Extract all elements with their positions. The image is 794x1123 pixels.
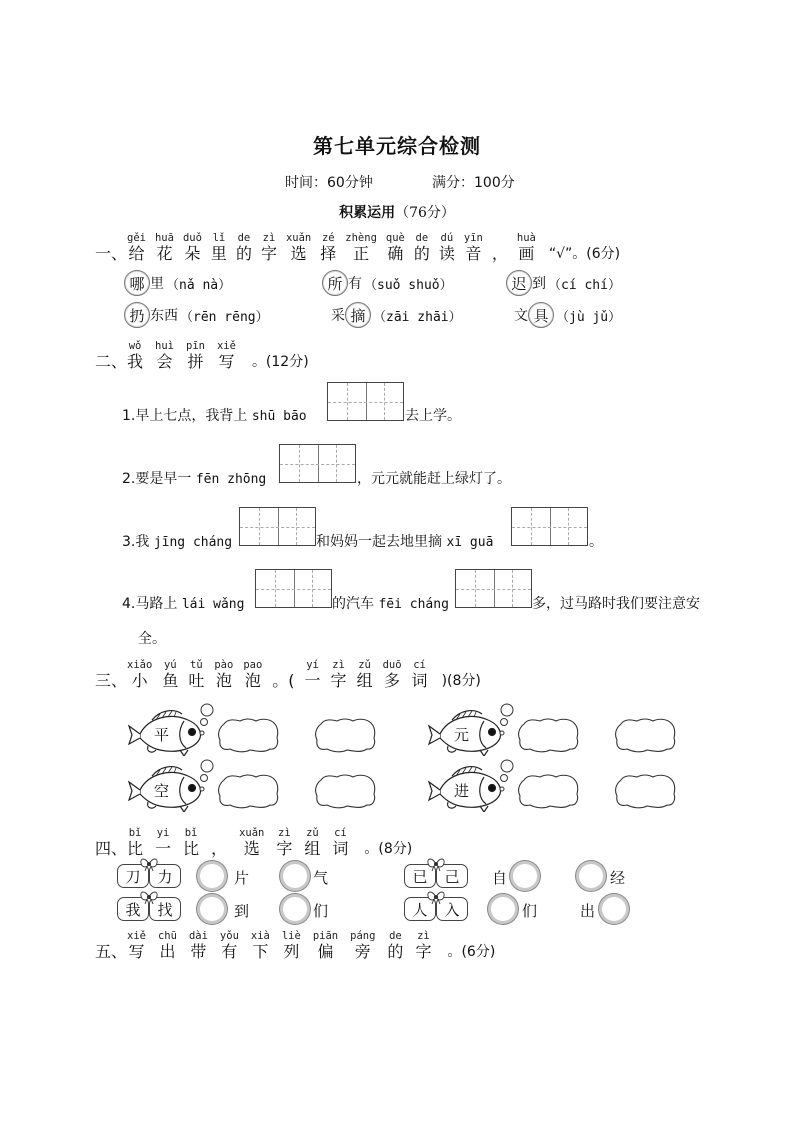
pair-char: 已	[404, 864, 436, 888]
ruby-char	[331, 659, 347, 691]
bow-icon	[426, 856, 446, 876]
hanzi: 字	[276, 839, 293, 858]
page-title: 第七单元综合检测	[313, 134, 481, 158]
pinyin: pào	[214, 659, 234, 671]
pinyin: yi	[156, 827, 170, 839]
ruby-char	[220, 930, 239, 962]
full-score: 满分：100分	[432, 175, 515, 191]
q4-number: 四、	[95, 839, 128, 858]
pinyin: de	[237, 232, 251, 244]
pair-char: 找	[149, 897, 181, 921]
hanzi: 选	[243, 839, 260, 858]
hanzi: 一	[155, 839, 172, 858]
q1-ruby-text	[127, 232, 545, 264]
hanzi: 泡	[244, 671, 261, 690]
ruby-char	[492, 244, 508, 264]
sentence-text: 的汽车	[332, 596, 379, 612]
pinyin-prompt: fēn zhōng	[195, 472, 267, 487]
hanzi: ，	[491, 244, 508, 263]
answer-cloud-8[interactable]	[613, 772, 677, 814]
pinyin: yǒu	[219, 930, 239, 942]
pinyin: tǔ	[190, 659, 203, 671]
pinyin: xuǎn	[285, 232, 312, 244]
hanzi: 出	[159, 942, 176, 961]
hanzi: 我	[127, 352, 144, 371]
pinyin: huà	[516, 232, 536, 244]
sentence-text: 2.要是早一	[122, 471, 196, 487]
ruby-char	[305, 659, 321, 691]
pinyin: zì	[262, 232, 276, 244]
hanzi: 字	[415, 942, 432, 961]
bubble-icon	[498, 758, 514, 777]
writing-grid-3a[interactable]	[239, 507, 316, 546]
character-pair	[117, 864, 181, 888]
answer-bubble-3[interactable]	[197, 894, 227, 924]
pinyin: huì	[155, 340, 174, 352]
q2-sentence-4-end: 多，过马路时我们要注意安	[532, 596, 700, 612]
pinyin-prompt: xī guā	[446, 535, 494, 550]
hanzi: 组	[356, 671, 373, 690]
pinyin-choices[interactable]: （jù jǔ）	[556, 309, 622, 325]
q2-ruby-text	[127, 340, 248, 372]
fish-character: 进	[454, 782, 470, 800]
pinyin: zì	[417, 930, 430, 942]
q2-points: 。(12分)	[251, 354, 309, 370]
ruby-char	[386, 232, 405, 264]
answer-bubble-8[interactable]	[599, 894, 629, 924]
q3-ruby-text	[127, 659, 438, 691]
section-heading-label: 积累运用	[339, 205, 396, 221]
pinyin-prompt: fēi cháng	[378, 597, 449, 612]
ruby-char	[183, 232, 202, 264]
ruby-char	[251, 930, 270, 962]
answer-bubble-2[interactable]	[280, 861, 310, 891]
ruby-char	[158, 930, 177, 962]
q5-ruby-text	[127, 930, 443, 962]
fish-icon	[126, 764, 208, 816]
hanzi: 鱼	[162, 671, 179, 690]
pinyin: gěi	[127, 232, 146, 244]
fish-character: 平	[154, 726, 170, 744]
pinyin: què	[385, 232, 405, 244]
bubble-icon	[198, 702, 214, 721]
hanzi: 拼	[187, 352, 204, 371]
hanzi: 有	[221, 942, 238, 961]
grid-guide	[240, 527, 315, 528]
ruby-char	[357, 659, 373, 691]
q1-heading	[95, 232, 620, 264]
hanzi: 里	[210, 244, 227, 263]
ruby-char	[217, 340, 236, 372]
pinyin: bǐ	[184, 827, 198, 839]
grid-guide	[512, 527, 587, 528]
pinyin-choices[interactable]: （rēn rēng）	[180, 309, 269, 325]
hanzi: 写	[128, 942, 145, 961]
ruby-char	[211, 839, 227, 859]
flower-char-icon: 所	[322, 270, 348, 296]
answer-bubble-7[interactable]	[488, 894, 518, 924]
ruby-char	[320, 232, 336, 264]
q2-sentence-1	[122, 405, 307, 425]
ruby-char	[189, 930, 208, 962]
pinyin-prompt: jīng cháng	[153, 535, 233, 550]
hanzi: 朵	[184, 244, 201, 263]
flower-char-icon: 具	[528, 302, 554, 328]
hanzi: 读	[438, 244, 455, 263]
pair-char: 我	[117, 897, 149, 921]
pinyin: piān	[312, 930, 339, 942]
pinyin: huā	[154, 232, 174, 244]
word-hint: 们	[313, 902, 329, 920]
flower-char-icon: 扔	[124, 302, 150, 328]
writing-grid-3b[interactable]	[511, 507, 588, 546]
hanzi: 的	[235, 244, 252, 263]
pinyin: bǐ	[128, 827, 142, 839]
grid-guide	[256, 589, 331, 590]
answer-cloud-7[interactable]	[516, 772, 580, 814]
ruby-char	[412, 659, 428, 691]
pair-char: 刀	[117, 864, 149, 888]
flower-char-icon: 摘	[345, 302, 371, 328]
answer-cloud-2[interactable]	[313, 716, 377, 758]
ruby-char	[155, 340, 174, 372]
hanzi: 的	[413, 244, 430, 263]
grid-guide	[328, 402, 403, 403]
ruby-char	[239, 827, 264, 859]
hanzi: 写	[218, 352, 235, 371]
answer-bubble-6[interactable]	[576, 861, 606, 891]
pinyin: zǔ	[306, 827, 319, 839]
ruby-char	[211, 232, 227, 264]
hanzi: 列	[283, 942, 300, 961]
pinyin: wǒ	[128, 340, 142, 352]
pair-char: 人	[404, 897, 436, 921]
q4-heading	[95, 827, 412, 859]
ruby-char	[214, 659, 233, 691]
pinyin-choices[interactable]: （cí chí）	[548, 277, 621, 293]
word-hint: 到	[234, 902, 250, 920]
pinyin: duǒ	[182, 232, 202, 244]
sentence-text: 1.早上七点，我背上	[122, 408, 252, 424]
character-pair	[404, 864, 468, 888]
q2-sentence-3-end: 。	[589, 534, 603, 550]
q2-heading	[95, 340, 309, 372]
pinyin: xiǎo	[127, 659, 153, 671]
hanzi: 旁	[354, 942, 371, 961]
hanzi: 词	[332, 839, 349, 858]
word-hint: 片	[234, 869, 250, 887]
section-heading-points: （76分）	[395, 205, 455, 221]
ruby-char	[517, 232, 536, 264]
pinyin: dú	[440, 232, 454, 244]
grid-guide	[280, 464, 355, 465]
pinyin-choices[interactable]: （suǒ shuǒ）	[364, 277, 453, 293]
bow-icon	[139, 889, 159, 909]
pinyin: chū	[157, 930, 177, 942]
writing-grid-1[interactable]	[327, 382, 404, 421]
q2-sentence-2-end: ，元元就能赶上绿灯了。	[357, 471, 511, 487]
option-suffix: 有	[348, 276, 362, 292]
ruby-char	[350, 930, 375, 962]
pair-char: 己	[436, 864, 468, 888]
hanzi: 字	[330, 671, 347, 690]
pinyin: cí	[334, 827, 347, 839]
option-prefix: 文	[514, 308, 528, 324]
pronunciation-option	[322, 270, 453, 296]
q3-heading	[95, 659, 481, 691]
ruby-char	[243, 659, 262, 691]
ruby-char	[332, 827, 348, 859]
hanzi: 下	[252, 942, 269, 961]
pinyin: liè	[281, 930, 301, 942]
ruby-char	[261, 232, 277, 264]
bow-icon	[426, 889, 446, 909]
pinyin: cí	[413, 659, 426, 671]
answer-bubble-1[interactable]	[197, 861, 227, 891]
writing-grid-4a[interactable]	[255, 569, 332, 608]
pinyin: zì	[332, 659, 345, 671]
pinyin-choices[interactable]: （zāi zhāi）	[373, 309, 462, 325]
q2-sentence-4-wrap: 全。	[138, 631, 166, 647]
flower-char-icon: 迟	[506, 270, 532, 296]
hanzi: 一	[304, 671, 321, 690]
fish-icon	[426, 708, 508, 760]
hanzi: ，	[211, 839, 228, 858]
pinyin: pao	[243, 659, 263, 671]
q1-points: “√”。(6分)	[548, 246, 621, 262]
bubble-icon	[498, 702, 514, 721]
pronunciation-option	[506, 270, 621, 296]
ruby-char	[345, 232, 377, 264]
q2-sentence-1-end: 去上学。	[405, 408, 461, 424]
pinyin-prompt: lái wǎng	[181, 597, 245, 612]
ruby-char	[155, 827, 171, 859]
q5-heading	[95, 930, 495, 962]
hanzi: 音	[465, 244, 482, 263]
pinyin: zé	[321, 232, 335, 244]
hanzi: 。(	[272, 671, 295, 690]
q3-number: 三、	[95, 671, 128, 690]
bow-icon	[139, 856, 159, 876]
ruby-char	[188, 659, 204, 691]
ruby-char	[439, 232, 455, 264]
hanzi: 组	[304, 839, 321, 858]
option-suffix: 到	[532, 276, 546, 292]
sentence-text: 4.马路上	[122, 596, 182, 612]
pronunciation-option	[124, 302, 269, 328]
hanzi: 词	[411, 671, 428, 690]
pronunciation-option	[514, 302, 621, 328]
pinyin: yú	[163, 659, 177, 671]
q5-points: 。(6分)	[447, 944, 496, 960]
pinyin: lǐ	[212, 232, 226, 244]
q2-sentence-2	[122, 468, 266, 488]
answer-cloud-5[interactable]	[216, 772, 280, 814]
ruby-char	[127, 340, 143, 372]
ruby-char	[162, 659, 178, 691]
pronunciation-option	[124, 270, 231, 296]
hanzi: 的	[387, 942, 404, 961]
answer-cloud-6[interactable]	[313, 772, 377, 814]
word-hint: 们	[522, 902, 538, 920]
hanzi: 泡	[215, 671, 232, 690]
ruby-char	[313, 930, 338, 962]
writing-grid-4b[interactable]	[455, 569, 532, 608]
ruby-char	[282, 930, 301, 962]
pinyin: de	[415, 232, 429, 244]
pinyin-choices[interactable]: （nǎ nà）	[166, 277, 232, 293]
hanzi: 字	[260, 244, 277, 263]
sentence-text: 3.我	[122, 534, 154, 550]
pronunciation-option	[331, 302, 462, 328]
time-limit: 时间：60分钟	[285, 175, 373, 191]
hanzi: 确	[387, 244, 404, 263]
pinyin-prompt: shū bāo	[251, 409, 307, 424]
ruby-char	[286, 232, 311, 264]
answer-cloud-4[interactable]	[613, 716, 677, 758]
word-hint: 出	[580, 902, 596, 920]
character-pair	[404, 897, 468, 921]
hanzi: 多	[384, 671, 401, 690]
pinyin: duō	[382, 659, 402, 671]
hanzi: 给	[128, 244, 145, 263]
grid-guide	[456, 589, 531, 590]
word-hint: 经	[610, 869, 626, 887]
option-suffix: 东西	[150, 308, 178, 324]
fish-icon	[426, 764, 508, 816]
hanzi: 偏	[317, 942, 334, 961]
answer-cloud-1[interactable]	[216, 716, 280, 758]
q2-number: 二、	[95, 352, 128, 371]
bubble-icon	[198, 758, 214, 777]
ruby-char	[155, 232, 174, 264]
word-hint: 自	[492, 869, 508, 887]
hanzi: 正	[353, 244, 370, 263]
q2-sentence-4-mid	[332, 593, 449, 613]
q1-number: 一、	[95, 244, 128, 263]
ruby-char	[127, 827, 143, 859]
answer-bubble-5[interactable]	[510, 861, 540, 891]
flower-char-icon: 哪	[124, 270, 150, 296]
hanzi: 选	[290, 244, 307, 263]
pinyin: xià	[250, 930, 270, 942]
q4-points: 。(8分)	[364, 841, 413, 857]
ruby-char	[186, 340, 205, 372]
pinyin: de	[389, 930, 402, 942]
pinyin: pīn	[186, 340, 205, 352]
fish-character: 元	[454, 726, 470, 744]
character-pair	[117, 897, 181, 921]
hanzi: 小	[131, 671, 148, 690]
ruby-char	[272, 671, 294, 691]
sentence-text: 和妈妈一起去地里摘	[316, 534, 447, 550]
q2-sentence-3-mid	[316, 531, 493, 551]
option-prefix: 采	[331, 308, 345, 324]
ruby-char	[415, 930, 431, 962]
q2-sentence-4	[122, 593, 244, 613]
pinyin: yí	[306, 659, 319, 671]
hanzi: 会	[156, 352, 173, 371]
option-suffix: 里	[150, 276, 164, 292]
q2-sentence-3	[122, 531, 232, 551]
pair-char: 入	[436, 897, 468, 921]
fish-icon	[126, 708, 208, 760]
word-hint: 气	[313, 869, 329, 887]
ruby-char	[127, 659, 152, 691]
ruby-char	[127, 930, 146, 962]
hanzi: 带	[190, 942, 207, 961]
hanzi: 择	[320, 244, 337, 263]
answer-cloud-3[interactable]	[516, 716, 580, 758]
q4-ruby-text	[127, 827, 360, 859]
hanzi: 吐	[188, 671, 205, 690]
pinyin: yīn	[463, 232, 483, 244]
fish-character: 空	[154, 782, 170, 800]
pinyin: xiě	[216, 340, 236, 352]
pinyin: xuǎn	[239, 827, 265, 839]
ruby-char	[127, 232, 146, 264]
hanzi: 比	[183, 839, 200, 858]
ruby-char	[464, 232, 483, 264]
writing-grid-2[interactable]	[279, 444, 356, 483]
pinyin: páng	[350, 930, 376, 942]
ruby-char	[387, 930, 403, 962]
hanzi: 画	[518, 244, 535, 263]
pair-char: 力	[149, 864, 181, 888]
hanzi: 比	[127, 839, 144, 858]
pinyin: xiě	[127, 930, 146, 942]
ruby-char	[414, 232, 430, 264]
section-heading	[0, 202, 794, 222]
pinyin: zhèng	[345, 232, 377, 244]
ruby-char	[276, 827, 292, 859]
q3-points: )(8分)	[441, 673, 481, 689]
ruby-char	[183, 827, 199, 859]
ruby-char	[383, 659, 402, 691]
hanzi: 花	[156, 244, 173, 263]
ruby-char	[236, 232, 252, 264]
q5-number: 五、	[95, 942, 128, 961]
pinyin: dài	[188, 930, 208, 942]
pinyin: zì	[278, 827, 291, 839]
pinyin: zǔ	[358, 659, 371, 671]
answer-bubble-4[interactable]	[280, 894, 310, 924]
ruby-char	[304, 827, 320, 859]
